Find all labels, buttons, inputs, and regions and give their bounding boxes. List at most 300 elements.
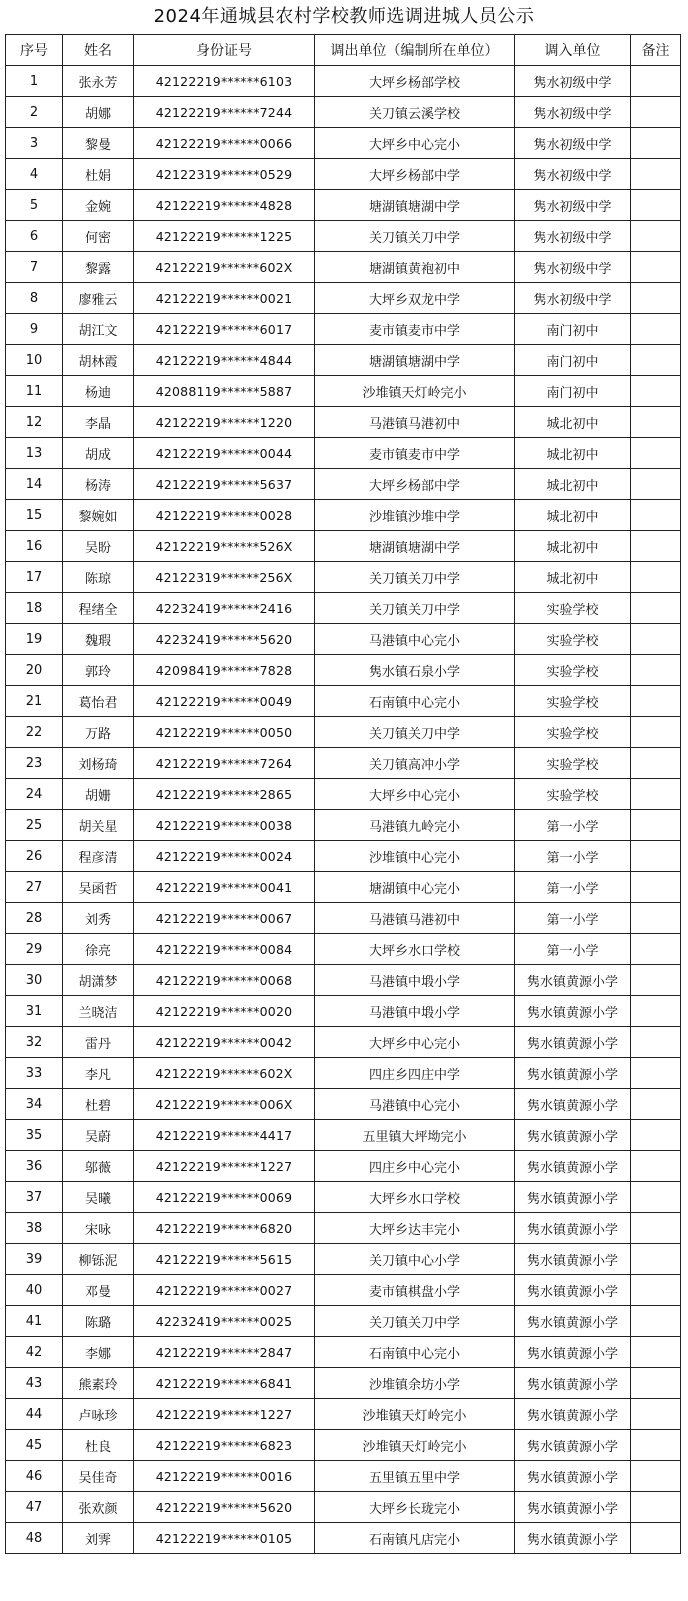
- cell-remarks: [631, 1430, 681, 1461]
- cell-remarks: [631, 779, 681, 810]
- cell-id-number: 42122219******0084: [134, 934, 315, 965]
- cell-destination-unit: 实验学校: [515, 624, 631, 655]
- cell-remarks: [631, 469, 681, 500]
- cell-remarks: [631, 965, 681, 996]
- cell-destination-unit: 第一小学: [515, 810, 631, 841]
- cell-index: 15: [6, 500, 63, 531]
- cell-index: 13: [6, 438, 63, 469]
- cell-name: 魏瑕: [63, 624, 134, 655]
- cell-destination-unit: 实验学校: [515, 655, 631, 686]
- cell-origin-unit: 关刀镇关刀中学: [315, 593, 515, 624]
- cell-origin-unit: 四庄乡四庄中学: [315, 1058, 515, 1089]
- cell-destination-unit: 隽水镇黄源小学: [515, 1027, 631, 1058]
- cell-destination-unit: 第一小学: [515, 934, 631, 965]
- cell-id-number: 42122219******526X: [134, 531, 315, 562]
- cell-index: 32: [6, 1027, 63, 1058]
- cell-remarks: [631, 841, 681, 872]
- cell-id-number: 42122219******0016: [134, 1461, 315, 1492]
- table-row: [6, 283, 681, 314]
- roster-table: [5, 34, 681, 1554]
- cell-origin-unit: 大坪乡水口学校: [315, 1182, 515, 1213]
- cell-destination-unit: 城北初中: [515, 531, 631, 562]
- cell-name: 胡成: [63, 438, 134, 469]
- cell-destination-unit: 第一小学: [515, 903, 631, 934]
- cell-remarks: [631, 128, 681, 159]
- cell-index: 3: [6, 128, 63, 159]
- table-row: [6, 1368, 681, 1399]
- cell-name: 胡关星: [63, 810, 134, 841]
- table-row: [6, 438, 681, 469]
- cell-name: 吴蔚: [63, 1120, 134, 1151]
- cell-destination-unit: 南门初中: [515, 345, 631, 376]
- table-row: [6, 748, 681, 779]
- table-row: [6, 159, 681, 190]
- cell-index: 29: [6, 934, 63, 965]
- cell-origin-unit: 石南镇中心完小: [315, 1337, 515, 1368]
- cell-destination-unit: 隽水镇黄源小学: [515, 1120, 631, 1151]
- cell-destination-unit: 隽水镇黄源小学: [515, 1461, 631, 1492]
- table-row: [6, 469, 681, 500]
- cell-index: 39: [6, 1244, 63, 1275]
- cell-id-number: 42122219******602X: [134, 252, 315, 283]
- table-row: [6, 1058, 681, 1089]
- cell-id-number: 42122219******5615: [134, 1244, 315, 1275]
- cell-name: 胡潇梦: [63, 965, 134, 996]
- cell-destination-unit: 隽水初级中学: [515, 252, 631, 283]
- cell-destination-unit: 城北初中: [515, 469, 631, 500]
- table-row: [6, 1492, 681, 1523]
- cell-index: 40: [6, 1275, 63, 1306]
- cell-id-number: 42122219******0021: [134, 283, 315, 314]
- cell-remarks: [631, 686, 681, 717]
- cell-name: 吴盼: [63, 531, 134, 562]
- cell-origin-unit: 关刀镇关刀中学: [315, 562, 515, 593]
- cell-id-number: 42122219******0050: [134, 717, 315, 748]
- cell-index: 31: [6, 996, 63, 1027]
- cell-origin-unit: 马港镇中心完小: [315, 624, 515, 655]
- cell-index: 22: [6, 717, 63, 748]
- table-row: [6, 1461, 681, 1492]
- cell-name: 杜碧: [63, 1089, 134, 1120]
- cell-id-number: 42122219******0028: [134, 500, 315, 531]
- cell-name: 葛怡君: [63, 686, 134, 717]
- cell-id-number: 42122219******1220: [134, 407, 315, 438]
- cell-destination-unit: 隽水镇黄源小学: [515, 996, 631, 1027]
- cell-name: 金婉: [63, 190, 134, 221]
- cell-name: 吴佳奇: [63, 1461, 134, 1492]
- cell-id-number: 42122219******7244: [134, 97, 315, 128]
- cell-destination-unit: 城北初中: [515, 438, 631, 469]
- cell-origin-unit: 大坪乡水口学校: [315, 934, 515, 965]
- table-row: [6, 903, 681, 934]
- cell-remarks: [631, 872, 681, 903]
- cell-destination-unit: 隽水镇黄源小学: [515, 1089, 631, 1120]
- cell-destination-unit: 南门初中: [515, 376, 631, 407]
- cell-destination-unit: 隽水镇黄源小学: [515, 1213, 631, 1244]
- cell-index: 6: [6, 221, 63, 252]
- cell-remarks: [631, 500, 681, 531]
- cell-name: 李凡: [63, 1058, 134, 1089]
- cell-origin-unit: 关刀镇关刀中学: [315, 717, 515, 748]
- cell-name: 廖雅云: [63, 283, 134, 314]
- cell-id-number: 42122219******5637: [134, 469, 315, 500]
- cell-id-number: 42088119******5887: [134, 376, 315, 407]
- cell-id-number: 42232419******0025: [134, 1306, 315, 1337]
- cell-id-number: 42122219******0027: [134, 1275, 315, 1306]
- cell-origin-unit: 沙堆镇天灯岭完小: [315, 1399, 515, 1430]
- table-row: [6, 934, 681, 965]
- cell-remarks: [631, 1368, 681, 1399]
- cell-origin-unit: 大坪乡长珑完小: [315, 1492, 515, 1523]
- header-index: 序号: [6, 35, 63, 66]
- cell-origin-unit: 关刀镇云溪学校: [315, 97, 515, 128]
- cell-remarks: [631, 1306, 681, 1337]
- cell-remarks: [631, 97, 681, 128]
- cell-destination-unit: 隽水初级中学: [515, 97, 631, 128]
- cell-name: 陈琼: [63, 562, 134, 593]
- cell-origin-unit: 马港镇中心完小: [315, 1089, 515, 1120]
- cell-name: 黎曼: [63, 128, 134, 159]
- cell-name: 卢咏珍: [63, 1399, 134, 1430]
- cell-origin-unit: 马港镇九岭完小: [315, 810, 515, 841]
- table-row: [6, 1213, 681, 1244]
- cell-index: 17: [6, 562, 63, 593]
- cell-id-number: 42122219******0067: [134, 903, 315, 934]
- cell-name: 陈璐: [63, 1306, 134, 1337]
- table-row: [6, 996, 681, 1027]
- table-row: [6, 1182, 681, 1213]
- cell-remarks: [631, 1523, 681, 1554]
- cell-index: 46: [6, 1461, 63, 1492]
- cell-index: 10: [6, 345, 63, 376]
- cell-origin-unit: 大坪乡杨部中学: [315, 469, 515, 500]
- cell-destination-unit: 隽水镇黄源小学: [515, 1523, 631, 1554]
- table-body: [6, 66, 681, 1554]
- cell-destination-unit: 隽水镇黄源小学: [515, 1492, 631, 1523]
- cell-id-number: 42122219******6017: [134, 314, 315, 345]
- table-row: [6, 345, 681, 376]
- cell-name: 程彦清: [63, 841, 134, 872]
- cell-destination-unit: 城北初中: [515, 500, 631, 531]
- cell-remarks: [631, 1213, 681, 1244]
- cell-index: 7: [6, 252, 63, 283]
- cell-remarks: [631, 1244, 681, 1275]
- cell-id-number: 42122219******0024: [134, 841, 315, 872]
- cell-origin-unit: 沙堆镇天灯岭完小: [315, 1430, 515, 1461]
- cell-destination-unit: 隽水初级中学: [515, 128, 631, 159]
- cell-name: 吴曦: [63, 1182, 134, 1213]
- cell-name: 黎婉如: [63, 500, 134, 531]
- cell-origin-unit: 塘湖镇塘湖中学: [315, 190, 515, 221]
- cell-destination-unit: 第一小学: [515, 872, 631, 903]
- cell-destination-unit: 实验学校: [515, 779, 631, 810]
- table-row: [6, 97, 681, 128]
- cell-destination-unit: 隽水镇黄源小学: [515, 1182, 631, 1213]
- cell-remarks: [631, 345, 681, 376]
- table-row: [6, 407, 681, 438]
- cell-id-number: 42122219******0066: [134, 128, 315, 159]
- table-row: [6, 531, 681, 562]
- cell-name: 雷丹: [63, 1027, 134, 1058]
- cell-remarks: [631, 1461, 681, 1492]
- cell-index: 23: [6, 748, 63, 779]
- cell-index: 44: [6, 1399, 63, 1430]
- cell-name: 黎露: [63, 252, 134, 283]
- cell-index: 9: [6, 314, 63, 345]
- cell-remarks: [631, 1275, 681, 1306]
- table-row: [6, 1337, 681, 1368]
- cell-id-number: 42122219******0020: [134, 996, 315, 1027]
- table-row: [6, 1120, 681, 1151]
- table-row: [6, 1399, 681, 1430]
- table-row: [6, 1523, 681, 1554]
- cell-destination-unit: 南门初中: [515, 314, 631, 345]
- cell-name: 邬薇: [63, 1151, 134, 1182]
- table-row: [6, 1027, 681, 1058]
- cell-id-number: 42122219******1227: [134, 1151, 315, 1182]
- cell-destination-unit: 隽水初级中学: [515, 190, 631, 221]
- cell-origin-unit: 大坪乡中心完小: [315, 779, 515, 810]
- table-row: [6, 66, 681, 97]
- cell-origin-unit: 塘湖镇黄袍初中: [315, 252, 515, 283]
- cell-id-number: 42122219******0042: [134, 1027, 315, 1058]
- cell-remarks: [631, 1058, 681, 1089]
- cell-index: 20: [6, 655, 63, 686]
- cell-index: 18: [6, 593, 63, 624]
- cell-id-number: 42122319******256X: [134, 562, 315, 593]
- cell-id-number: 42122219******0041: [134, 872, 315, 903]
- cell-index: 33: [6, 1058, 63, 1089]
- cell-remarks: [631, 438, 681, 469]
- cell-id-number: 42122219******006X: [134, 1089, 315, 1120]
- cell-id-number: 42122219******4417: [134, 1120, 315, 1151]
- cell-origin-unit: 马港镇中塅小学: [315, 996, 515, 1027]
- header-origin-unit: 调出单位（编制所在单位）: [315, 35, 515, 66]
- cell-remarks: [631, 1120, 681, 1151]
- cell-id-number: 42122219******7264: [134, 748, 315, 779]
- cell-origin-unit: 塘湖镇塘湖中学: [315, 531, 515, 562]
- cell-id-number: 42232419******2416: [134, 593, 315, 624]
- cell-origin-unit: 麦市镇麦市中学: [315, 438, 515, 469]
- cell-remarks: [631, 624, 681, 655]
- cell-destination-unit: 实验学校: [515, 748, 631, 779]
- cell-id-number: 42122219******0038: [134, 810, 315, 841]
- cell-origin-unit: 关刀镇关刀中学: [315, 1306, 515, 1337]
- cell-name: 胡林霞: [63, 345, 134, 376]
- table-row: [6, 655, 681, 686]
- cell-remarks: [631, 996, 681, 1027]
- cell-destination-unit: 隽水镇黄源小学: [515, 1399, 631, 1430]
- cell-origin-unit: 马港镇马港初中: [315, 407, 515, 438]
- cell-name: 宋咏: [63, 1213, 134, 1244]
- table-row: [6, 252, 681, 283]
- cell-remarks: [631, 1492, 681, 1523]
- cell-id-number: 42122219******0069: [134, 1182, 315, 1213]
- cell-remarks: [631, 1182, 681, 1213]
- cell-name: 李晶: [63, 407, 134, 438]
- cell-id-number: 42122219******6841: [134, 1368, 315, 1399]
- cell-destination-unit: 隽水初级中学: [515, 283, 631, 314]
- cell-destination-unit: 实验学校: [515, 593, 631, 624]
- document-title: 2024年通城县农村学校教师选调进城人员公示: [153, 6, 535, 27]
- cell-name: 杨涛: [63, 469, 134, 500]
- table-row: [6, 1306, 681, 1337]
- cell-name: 张永芳: [63, 66, 134, 97]
- cell-index: 45: [6, 1430, 63, 1461]
- cell-remarks: [631, 159, 681, 190]
- cell-destination-unit: 城北初中: [515, 407, 631, 438]
- cell-origin-unit: 塘湖镇塘湖中学: [315, 345, 515, 376]
- cell-destination-unit: 实验学校: [515, 717, 631, 748]
- cell-destination-unit: 隽水初级中学: [515, 221, 631, 252]
- cell-id-number: 42122219******6103: [134, 66, 315, 97]
- table-row: [6, 190, 681, 221]
- cell-index: 25: [6, 810, 63, 841]
- cell-remarks: [631, 1337, 681, 1368]
- cell-origin-unit: 马港镇中塅小学: [315, 965, 515, 996]
- cell-remarks: [631, 1151, 681, 1182]
- cell-index: 5: [6, 190, 63, 221]
- cell-origin-unit: 沙堆镇天灯岭完小: [315, 376, 515, 407]
- cell-remarks: [631, 252, 681, 283]
- table-row: [6, 686, 681, 717]
- cell-index: 26: [6, 841, 63, 872]
- cell-origin-unit: 五里镇五里中学: [315, 1461, 515, 1492]
- cell-id-number: 42122219******2847: [134, 1337, 315, 1368]
- cell-origin-unit: 关刀镇关刀中学: [315, 221, 515, 252]
- cell-id-number: 42122219******6823: [134, 1430, 315, 1461]
- cell-name: 万路: [63, 717, 134, 748]
- cell-remarks: [631, 562, 681, 593]
- cell-origin-unit: 沙堆镇余坊小学: [315, 1368, 515, 1399]
- table-row: [6, 717, 681, 748]
- cell-index: 30: [6, 965, 63, 996]
- cell-name: 熊素玲: [63, 1368, 134, 1399]
- cell-name: 胡姗: [63, 779, 134, 810]
- cell-id-number: 42122219******6820: [134, 1213, 315, 1244]
- table-row: [6, 1089, 681, 1120]
- cell-id-number: 42122219******5620: [134, 1492, 315, 1523]
- cell-id-number: 42122219******0105: [134, 1523, 315, 1554]
- cell-id-number: 42122219******1227: [134, 1399, 315, 1430]
- cell-name: 张欢颜: [63, 1492, 134, 1523]
- cell-origin-unit: 关刀镇高冲小学: [315, 748, 515, 779]
- cell-name: 何密: [63, 221, 134, 252]
- cell-index: 41: [6, 1306, 63, 1337]
- cell-id-number: 42232419******5620: [134, 624, 315, 655]
- cell-index: 24: [6, 779, 63, 810]
- cell-remarks: [631, 1027, 681, 1058]
- table-row: [6, 221, 681, 252]
- cell-destination-unit: 隽水镇黄源小学: [515, 965, 631, 996]
- cell-origin-unit: 石南镇中心完小: [315, 686, 515, 717]
- cell-name: 杜娟: [63, 159, 134, 190]
- cell-index: 12: [6, 407, 63, 438]
- table-row: [6, 1275, 681, 1306]
- cell-name: 刘秀: [63, 903, 134, 934]
- cell-name: 邓曼: [63, 1275, 134, 1306]
- table-row: [6, 1244, 681, 1275]
- header-remarks: 备注: [631, 35, 681, 66]
- cell-name: 李娜: [63, 1337, 134, 1368]
- cell-name: 杜良: [63, 1430, 134, 1461]
- cell-destination-unit: 实验学校: [515, 686, 631, 717]
- table-row: [6, 872, 681, 903]
- cell-index: 35: [6, 1120, 63, 1151]
- cell-index: 4: [6, 159, 63, 190]
- cell-remarks: [631, 531, 681, 562]
- cell-origin-unit: 大坪乡杨部学校: [315, 66, 515, 97]
- table-row: [6, 1151, 681, 1182]
- cell-remarks: [631, 283, 681, 314]
- cell-index: 14: [6, 469, 63, 500]
- cell-name: 刘杨琦: [63, 748, 134, 779]
- cell-destination-unit: 隽水镇黄源小学: [515, 1151, 631, 1182]
- cell-destination-unit: 隽水镇黄源小学: [515, 1430, 631, 1461]
- cell-index: 48: [6, 1523, 63, 1554]
- header-row: [6, 35, 681, 66]
- cell-destination-unit: 隽水镇黄源小学: [515, 1368, 631, 1399]
- cell-index: 38: [6, 1213, 63, 1244]
- cell-destination-unit: 第一小学: [515, 841, 631, 872]
- cell-destination-unit: 隽水镇黄源小学: [515, 1244, 631, 1275]
- cell-index: 36: [6, 1151, 63, 1182]
- cell-remarks: [631, 221, 681, 252]
- cell-remarks: [631, 407, 681, 438]
- table-row: [6, 624, 681, 655]
- cell-origin-unit: 关刀镇中心小学: [315, 1244, 515, 1275]
- table-row: [6, 810, 681, 841]
- cell-destination-unit: 隽水初级中学: [515, 66, 631, 97]
- cell-remarks: [631, 190, 681, 221]
- cell-id-number: 42122219******1225: [134, 221, 315, 252]
- table-row: [6, 779, 681, 810]
- cell-destination-unit: 城北初中: [515, 562, 631, 593]
- table-row: [6, 1430, 681, 1461]
- cell-index: 37: [6, 1182, 63, 1213]
- cell-origin-unit: 大坪乡中心完小: [315, 128, 515, 159]
- cell-id-number: 42122219******4828: [134, 190, 315, 221]
- cell-name: 郭玲: [63, 655, 134, 686]
- cell-name: 胡江文: [63, 314, 134, 345]
- cell-destination-unit: 隽水镇黄源小学: [515, 1306, 631, 1337]
- table-row: [6, 965, 681, 996]
- cell-destination-unit: 隽水镇黄源小学: [515, 1058, 631, 1089]
- cell-index: 47: [6, 1492, 63, 1523]
- cell-name: 程绪全: [63, 593, 134, 624]
- cell-index: 28: [6, 903, 63, 934]
- cell-name: 吴函哲: [63, 872, 134, 903]
- cell-index: 1: [6, 66, 63, 97]
- cell-name: 兰晓洁: [63, 996, 134, 1027]
- cell-index: 11: [6, 376, 63, 407]
- cell-origin-unit: 大坪乡杨部中学: [315, 159, 515, 190]
- cell-origin-unit: 麦市镇麦市中学: [315, 314, 515, 345]
- cell-origin-unit: 沙堆镇沙堆中学: [315, 500, 515, 531]
- cell-origin-unit: 麦市镇棋盘小学: [315, 1275, 515, 1306]
- cell-origin-unit: 大坪乡中心完小: [315, 1027, 515, 1058]
- cell-index: 2: [6, 97, 63, 128]
- cell-remarks: [631, 748, 681, 779]
- cell-name: 胡娜: [63, 97, 134, 128]
- cell-remarks: [631, 655, 681, 686]
- cell-name: 杨迪: [63, 376, 134, 407]
- cell-remarks: [631, 376, 681, 407]
- cell-origin-unit: 大坪乡达丰完小: [315, 1213, 515, 1244]
- cell-index: 16: [6, 531, 63, 562]
- cell-remarks: [631, 810, 681, 841]
- cell-remarks: [631, 934, 681, 965]
